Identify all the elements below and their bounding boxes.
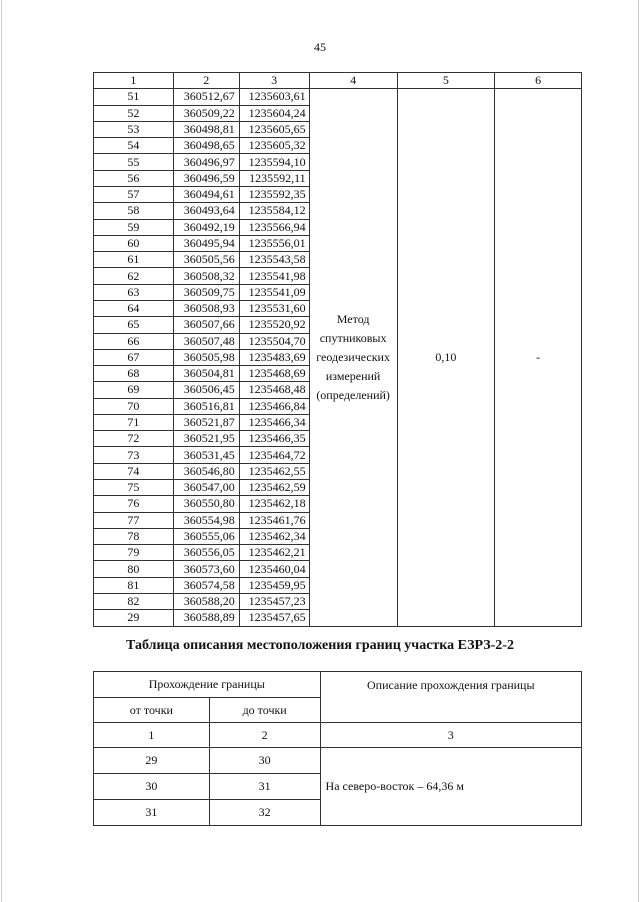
- border-from-cell: 29: [94, 748, 210, 774]
- point-number-cell: 60: [94, 235, 174, 251]
- point-number-cell: 63: [94, 284, 174, 300]
- accuracy-cell: 0,10: [397, 89, 495, 626]
- y-coordinate-cell: 1235468,69: [239, 366, 309, 382]
- point-number-cell: 79: [94, 545, 174, 561]
- method-line: спутниковых: [319, 330, 387, 345]
- point-number-cell: 81: [94, 577, 174, 593]
- point-number-cell: 67: [94, 349, 174, 365]
- y-coordinate-cell: 1235556,01: [239, 235, 309, 251]
- border-to-cell: 30: [209, 748, 320, 774]
- column-header: 4: [309, 73, 397, 89]
- y-coordinate-cell: 1235464,72: [239, 447, 309, 463]
- point-number-cell: 75: [94, 480, 174, 496]
- y-coordinate-cell: 1235457,65: [239, 610, 309, 626]
- y-coordinate-cell: 1235466,34: [239, 414, 309, 430]
- border-description-cell: На северо-восток – 64,36 м: [320, 748, 581, 826]
- y-coordinate-cell: 1235468,48: [239, 382, 309, 398]
- y-coordinate-cell: 1235457,23: [239, 594, 309, 610]
- header-description: Описание прохождения границы: [320, 672, 581, 723]
- y-coordinate-cell: 1235460,04: [239, 561, 309, 577]
- x-coordinate-cell: 360507,66: [173, 317, 239, 333]
- x-coordinate-cell: 360509,75: [173, 284, 239, 300]
- y-coordinate-cell: 1235462,21: [239, 545, 309, 561]
- point-number-cell: 68: [94, 366, 174, 382]
- border-description-table: [93, 671, 582, 826]
- x-coordinate-cell: 360516,81: [173, 398, 239, 414]
- column-header: 1: [94, 73, 174, 89]
- x-coordinate-cell: 360588,20: [173, 594, 239, 610]
- y-coordinate-cell: 1235603,61: [239, 89, 309, 105]
- border-from-cell: 30: [94, 774, 210, 800]
- y-coordinate-cell: 1235462,55: [239, 463, 309, 479]
- point-number-cell: 54: [94, 138, 174, 154]
- y-coordinate-cell: 1235461,76: [239, 512, 309, 528]
- x-coordinate-cell: 360496,97: [173, 154, 239, 170]
- column-header: 2: [173, 73, 239, 89]
- x-coordinate-cell: 360505,98: [173, 349, 239, 365]
- x-coordinate-cell: 360508,32: [173, 268, 239, 284]
- point-number-cell: 55: [94, 154, 174, 170]
- point-number-cell: 51: [94, 89, 174, 105]
- point-number-cell: 71: [94, 414, 174, 430]
- column-header: 5: [397, 73, 495, 89]
- method-line: измерений: [325, 368, 381, 383]
- point-number-cell: 78: [94, 528, 174, 544]
- border-to-cell: 32: [209, 800, 320, 826]
- y-coordinate-cell: 1235483,69: [239, 349, 309, 365]
- point-number-cell: 65: [94, 317, 174, 333]
- column-number-1: 1: [94, 723, 210, 748]
- x-coordinate-cell: 360509,22: [173, 105, 239, 121]
- x-coordinate-cell: 360521,95: [173, 431, 239, 447]
- page-right-edge: [638, 0, 639, 902]
- header-from-point: от точки: [94, 698, 210, 723]
- x-coordinate-cell: 360496,59: [173, 170, 239, 186]
- x-coordinate-cell: 360506,45: [173, 382, 239, 398]
- y-coordinate-cell: 1235604,24: [239, 105, 309, 121]
- page-number: 45: [314, 40, 326, 54]
- x-coordinate-cell: 360556,05: [173, 545, 239, 561]
- method-line: (определений): [316, 387, 390, 402]
- x-coordinate-cell: 360508,93: [173, 300, 239, 316]
- x-coordinate-cell: 360546,80: [173, 463, 239, 479]
- point-number-cell: 80: [94, 561, 174, 577]
- x-coordinate-cell: 360494,61: [173, 186, 239, 202]
- y-coordinate-cell: 1235584,12: [239, 203, 309, 219]
- point-number-cell: 53: [94, 121, 174, 137]
- column-number-2: 2: [209, 723, 320, 748]
- point-number-cell: 66: [94, 333, 174, 349]
- y-coordinate-cell: 1235520,92: [239, 317, 309, 333]
- y-coordinate-cell: 1235462,34: [239, 528, 309, 544]
- x-coordinate-cell: 360573,60: [173, 561, 239, 577]
- y-coordinate-cell: 1235466,35: [239, 431, 309, 447]
- x-coordinate-cell: 360504,81: [173, 366, 239, 382]
- y-coordinate-cell: 1235541,98: [239, 268, 309, 284]
- x-coordinate-cell: 360531,45: [173, 447, 239, 463]
- y-coordinate-cell: 1235462,18: [239, 496, 309, 512]
- x-coordinate-cell: 360512,67: [173, 89, 239, 105]
- column-header: 6: [495, 73, 582, 89]
- y-coordinate-cell: 1235592,35: [239, 186, 309, 202]
- point-number-cell: 77: [94, 512, 174, 528]
- point-number-cell: 82: [94, 594, 174, 610]
- point-number-cell: 57: [94, 186, 174, 202]
- point-number-cell: 76: [94, 496, 174, 512]
- y-coordinate-cell: 1235531,60: [239, 300, 309, 316]
- x-coordinate-cell: 360507,48: [173, 333, 239, 349]
- x-coordinate-cell: 360554,98: [173, 512, 239, 528]
- y-coordinate-cell: 1235592,11: [239, 170, 309, 186]
- x-coordinate-cell: 360505,56: [173, 252, 239, 268]
- note-cell: -: [495, 89, 582, 626]
- x-coordinate-cell: 360555,06: [173, 528, 239, 544]
- x-coordinate-cell: 360521,87: [173, 414, 239, 430]
- x-coordinate-cell: 360493,64: [173, 203, 239, 219]
- x-coordinate-cell: 360574,58: [173, 577, 239, 593]
- y-coordinate-cell: 1235541,09: [239, 284, 309, 300]
- y-coordinate-cell: 1235462,59: [239, 480, 309, 496]
- column-number-3: 3: [320, 723, 581, 748]
- y-coordinate-cell: 1235466,84: [239, 398, 309, 414]
- point-number-cell: 70: [94, 398, 174, 414]
- coordinate-row: [94, 89, 582, 105]
- point-number-cell: 62: [94, 268, 174, 284]
- x-coordinate-cell: 360492,19: [173, 219, 239, 235]
- x-coordinate-cell: 360495,94: [173, 235, 239, 251]
- point-number-cell: 56: [94, 170, 174, 186]
- x-coordinate-cell: 360498,81: [173, 121, 239, 137]
- header-passage: Прохождение границы: [94, 672, 321, 698]
- x-coordinate-cell: 360588,89: [173, 610, 239, 626]
- y-coordinate-cell: 1235504,70: [239, 333, 309, 349]
- y-coordinate-cell: 1235543,58: [239, 252, 309, 268]
- y-coordinate-cell: 1235459,95: [239, 577, 309, 593]
- section-title: Таблица описания местоположения границ участка ЕЗРЗ-2-2: [126, 638, 514, 653]
- y-coordinate-cell: 1235605,65: [239, 121, 309, 137]
- y-coordinate-cell: 1235605,32: [239, 138, 309, 154]
- x-coordinate-cell: 360547,00: [173, 480, 239, 496]
- point-number-cell: 72: [94, 431, 174, 447]
- method-cell: [309, 89, 397, 626]
- point-number-cell: 64: [94, 300, 174, 316]
- point-number-cell: 69: [94, 382, 174, 398]
- y-coordinate-cell: 1235594,10: [239, 154, 309, 170]
- point-number-cell: 73: [94, 447, 174, 463]
- x-coordinate-cell: 360498,65: [173, 138, 239, 154]
- page-left-edge: [1, 0, 2, 902]
- border-from-cell: 31: [94, 800, 210, 826]
- point-number-cell: 74: [94, 463, 174, 479]
- x-coordinate-cell: 360550,80: [173, 496, 239, 512]
- column-header: 3: [239, 73, 309, 89]
- method-line: геодезических: [316, 349, 390, 364]
- coordinates-table: [93, 72, 582, 627]
- point-number-cell: 58: [94, 203, 174, 219]
- y-coordinate-cell: 1235566,94: [239, 219, 309, 235]
- point-number-cell: 61: [94, 252, 174, 268]
- border-to-cell: 31: [209, 774, 320, 800]
- point-number-cell: 52: [94, 105, 174, 121]
- header-row: [94, 73, 582, 89]
- point-number-cell: 29: [94, 610, 174, 626]
- point-number-cell: 59: [94, 219, 174, 235]
- header-to-point: до точки: [209, 698, 320, 723]
- method-line: Метод: [336, 311, 370, 326]
